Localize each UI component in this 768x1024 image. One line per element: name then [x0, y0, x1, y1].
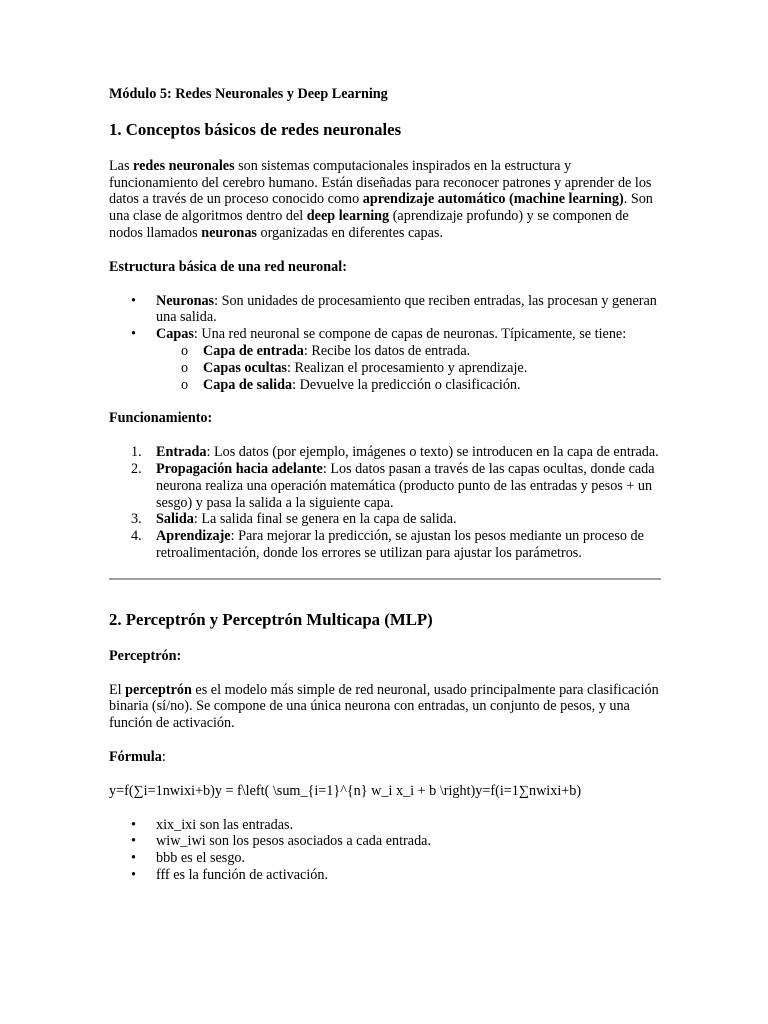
intro-bold-term: aprendizaje automático (machine learning)	[362, 191, 624, 208]
formula-text: y=f(∑i=1nwixi+b)y = f\left( \sum_{i=1}^{n} w_i x_i + b \right)y=f(i=1∑nwixi+b)	[109, 782, 582, 799]
horizontal-divider	[109, 578, 661, 580]
list-item-text: : La salida final se genera en la capa de salida.	[193, 511, 457, 528]
layer-list	[109, 343, 661, 393]
list-item-text: : Los datos (por ejemplo, imágenes o texto) se introducen en la capa de entrada.	[206, 444, 659, 461]
bullet-icon: •	[131, 292, 136, 309]
list-item-text: : Para mejorar la predicción, se ajustan los pesos mediante un proceso de retroalimentación, donde los errores se utilizan para ajustar los parámetros.	[156, 528, 644, 561]
list-item-term: Capas	[156, 326, 194, 343]
list-item-text: : Devuelve la predicción o clasificación.	[292, 376, 521, 393]
list-number: 1.	[131, 444, 142, 461]
list-item-term: Capa de entrada	[203, 342, 304, 359]
list-item-term: Capas ocultas	[203, 359, 287, 376]
formula-label: Fórmula	[109, 748, 162, 765]
intro-text: . Son una clase de algoritmos dentro del	[109, 191, 653, 225]
section1-heading: 1. Conceptos básicos de redes neuronales	[109, 119, 402, 139]
list-item-text: bbb es el sesgo.	[156, 850, 246, 867]
formula-heading	[109, 749, 661, 766]
list-item	[109, 528, 661, 562]
bullet-icon: •	[131, 816, 136, 833]
structure-list	[109, 293, 661, 394]
document-page	[109, 86, 661, 884]
intro-bold-term: deep learning	[306, 208, 390, 225]
list-item	[109, 326, 661, 393]
intro-bold-term: neuronas	[201, 224, 257, 241]
list-item-text: : Son unidades de procesamiento que reciben entradas, las procesan y generan una salida.	[156, 292, 657, 326]
list-item-term: Neuronas	[156, 292, 215, 309]
structure-heading: Estructura básica de una red neuronal:	[109, 258, 347, 275]
operation-list	[109, 444, 661, 562]
bullet-icon: •	[131, 326, 136, 343]
perceptron-heading: Perceptrón:	[109, 647, 182, 664]
intro-text: organizadas en diferentes capas.	[256, 224, 443, 241]
list-item	[109, 444, 661, 461]
list-item	[109, 511, 661, 528]
list-item-text: wiw_iwi son los pesos asociados a cada entrada.	[156, 833, 432, 850]
section2-heading: 2. Perceptrón y Perceptrón Multicapa (MLP)	[109, 609, 433, 629]
list-item	[109, 343, 661, 360]
perceptron-intro-paragraph	[109, 682, 661, 732]
intro-text: Las	[109, 157, 134, 174]
list-item-term: Propagación hacia adelante	[156, 460, 323, 477]
list-item	[109, 360, 661, 377]
intro-text: son sistemas computacionales inspirados en la estructura y funcionamiento del cerebro humano. Están diseñadas para reconocer patrones y aprender de los datos a través de un proceso conocido como	[109, 157, 652, 208]
list-item	[109, 461, 661, 511]
circle-bullet-icon: o	[181, 359, 189, 376]
list-item-text: : Realizan el procesamiento y aprendizaje.	[286, 359, 528, 376]
list-item-term: Salida	[156, 511, 194, 528]
intro-text: El	[109, 681, 126, 698]
list-item	[109, 867, 661, 884]
operation-heading: Funcionamiento:	[109, 410, 213, 427]
bullet-icon: •	[131, 866, 136, 883]
list-item-text: : Recibe los datos de entrada.	[303, 342, 471, 359]
intro-text: (aprendizaje profundo) y se componen de nodos llamados	[109, 208, 629, 241]
list-item-term: Aprendizaje	[156, 528, 231, 545]
circle-bullet-icon: o	[181, 376, 189, 393]
list-item-text: : Una red neuronal se compone de capas de neuronas. Típicamente, se tiene:	[193, 326, 627, 343]
list-item	[109, 850, 661, 867]
formula-colon: :	[161, 748, 166, 765]
intro-bold-term: perceptrón	[125, 681, 192, 698]
list-item-text: fff es la función de activación.	[156, 866, 329, 883]
bullet-icon: •	[131, 850, 136, 867]
list-number: 4.	[131, 528, 142, 545]
circle-bullet-icon: o	[181, 342, 189, 359]
list-item-text: : Los datos pasan a través de las capas ocultas, donde cada neurona realiza una operación matemática (producto punto de las entradas y pesos + un sesgo) y pasa la salida a la siguiente capa.	[156, 460, 655, 511]
list-item	[109, 833, 661, 850]
intro-bold-term: redes neuronales	[133, 157, 235, 174]
bullet-icon: •	[131, 833, 136, 850]
list-item-term: Capa de salida	[203, 376, 293, 393]
list-item	[109, 377, 661, 394]
intro-text: es el modelo más simple de red neuronal, usado principalmente para clasificación binaria (sí/no). Se compone de una única neurona con entradas, un conjunto de pesos, y una función de activación.	[109, 681, 659, 732]
section1-intro-paragraph	[109, 158, 661, 242]
list-item-term: Entrada	[156, 444, 207, 461]
list-number: 2.	[131, 460, 142, 477]
list-item	[109, 817, 661, 834]
list-number: 3.	[131, 511, 142, 528]
formula-terms-list	[109, 817, 661, 884]
list-item-text: xix_ixi son las entradas.	[156, 816, 294, 833]
list-item	[109, 293, 661, 327]
module-title: Módulo 5: Redes Neuronales y Deep Learning	[109, 86, 388, 102]
